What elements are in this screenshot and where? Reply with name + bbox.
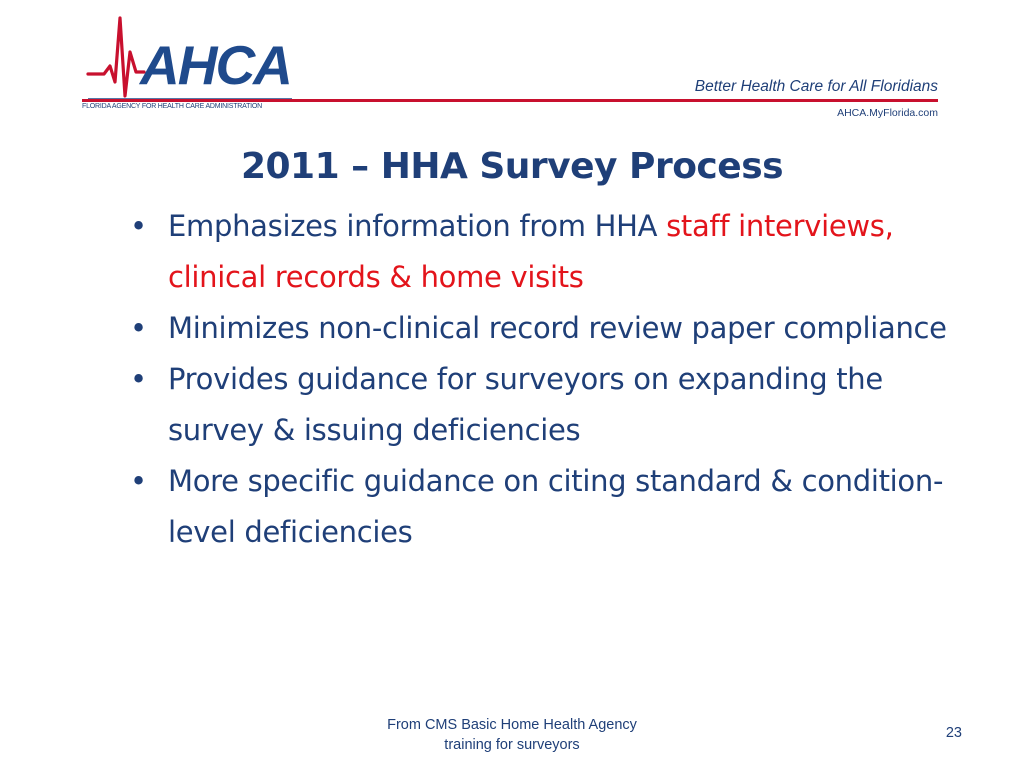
footer-source [342, 715, 682, 755]
logo-wordmark: AHCA [140, 34, 291, 96]
footer-source-line-1: From CMS Basic Home Health Agency [387, 717, 637, 733]
bullet-icon: • [130, 311, 147, 345]
logo-subtitle: FLORIDA AGENCY FOR HEALTH CARE ADMINISTRATION [82, 103, 263, 110]
bullet-list [130, 201, 950, 558]
bullet-item [130, 303, 950, 354]
bullet-icon: • [130, 209, 147, 243]
bullet-icon: • [130, 464, 147, 498]
bullet-text: More specific guidance on citing standard & condition-level deficiencies [168, 464, 944, 549]
slide-title: 2011 – HHA Survey Process [240, 146, 784, 187]
bullet-text: Emphasizes information from HHA [168, 209, 667, 243]
bullet-emphasis-text: staff interviews, clinical records & home visits [168, 209, 894, 294]
page-number: 23 [945, 725, 962, 741]
website-url: AHCA.MyFlorida.com [837, 107, 938, 119]
tagline: Better Health Care for All Floridians [694, 78, 938, 95]
bullet-text: Minimizes non-clinical record review paper compliance [168, 311, 947, 345]
bullet-item [130, 354, 950, 456]
bullet-item [130, 456, 950, 558]
bullet-icon: • [130, 362, 147, 396]
bullet-text: Provides guidance for surveyors on expanding the survey & issuing deficiencies [168, 362, 883, 447]
header-rule [82, 99, 938, 102]
bullet-item [130, 201, 950, 303]
footer-source-line-2: training for surveyors [444, 737, 580, 753]
